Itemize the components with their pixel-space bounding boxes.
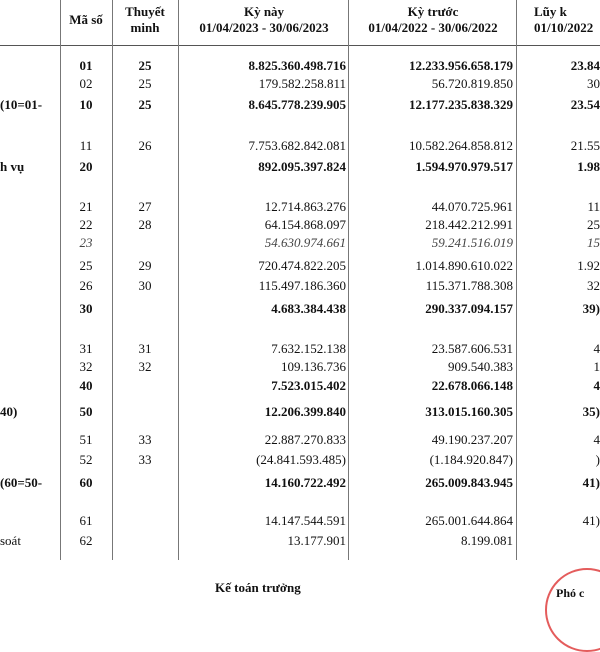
cumulative-cell: (39 (582, 301, 600, 316)
code-header: Mã số (69, 12, 103, 27)
table-row (0, 137, 600, 155)
previous-cell: 1.014.890.610.022 (415, 258, 513, 273)
cumulative-cell: 1.98 (577, 159, 600, 174)
note-cell: 25 (138, 97, 152, 112)
cumulative-cell: 11 (587, 199, 600, 214)
table-row (0, 75, 600, 93)
note-cell: 31 (138, 341, 152, 356)
previous-cell: 22.678.066.148 (431, 378, 513, 393)
cumulative-cell: 23.84 (570, 58, 600, 73)
table-row (0, 403, 600, 421)
cumulative-cell: (35 (582, 404, 600, 419)
cumulative-cell: 1 (593, 359, 600, 374)
code-cell: 25 (79, 258, 93, 273)
note-cell: 26 (138, 138, 152, 153)
current-cell: 8.645.778.239.905 (248, 97, 346, 112)
note-cell: 33 (138, 432, 152, 447)
current-cell: 54.630.974.661 (264, 235, 346, 250)
previous-cell: 1.594.970.979.517 (415, 159, 513, 174)
current-cell: 115.497.186.360 (258, 278, 346, 293)
previous-period-header: Kỳ trước 01/04/2022 - 30/06/2022 (368, 4, 498, 35)
table-row (0, 532, 600, 550)
code-cell: 11 (79, 138, 93, 153)
code-cell: 23 (79, 235, 93, 250)
cumulative-header: Lũy k 01/10/2022 (534, 4, 594, 35)
previous-cell: 56.720.819.850 (431, 76, 513, 91)
cumulative-cell: 21.55 (570, 138, 600, 153)
code-cell: 60 (79, 475, 93, 490)
current-period-header: Kỳ này 01/04/2023 - 30/06/2023 (199, 4, 329, 35)
table-row (0, 277, 600, 295)
previous-cell: 265.009.843.945 (425, 475, 513, 490)
table-row (0, 377, 600, 395)
previous-cell: 59.241.516.019 (431, 235, 513, 250)
table-row (0, 512, 600, 530)
current-cell: 892.095.397.824 (258, 159, 346, 174)
current-cell: 7.632.152.138 (271, 341, 346, 356)
cumulative-cell: 23.54 (570, 97, 600, 112)
cumulative-cell: (41 (582, 475, 600, 490)
current-cell: 14.160.722.492 (264, 475, 346, 490)
previous-cell: 218.442.212.991 (425, 217, 513, 232)
note-cell: 29 (138, 258, 152, 273)
current-cell: 13.177.901 (287, 533, 346, 548)
cumulative-cell: 4 (593, 432, 600, 447)
note-cell: 33 (138, 452, 152, 467)
code-cell: 02 (79, 76, 93, 91)
label-cell: h vụ (0, 159, 25, 174)
previous-cell: 23.587.606.531 (431, 341, 513, 356)
cumulative-cell: 1.92 (577, 258, 600, 273)
previous-cell: 8.199.081 (461, 533, 513, 548)
code-cell: 31 (79, 341, 93, 356)
chief-accountant-title: Kế toán trưởng (215, 580, 301, 595)
current-cell: 179.582.258.811 (258, 76, 346, 91)
code-cell: 51 (79, 432, 93, 447)
table-row (0, 300, 600, 318)
code-cell: 62 (79, 533, 93, 548)
previous-cell: 49.190.237.207 (431, 432, 513, 447)
company-seal (545, 568, 600, 652)
current-cell: 22.887.270.833 (264, 432, 346, 447)
note-cell: 25 (138, 58, 152, 73)
previous-cell: 12.233.956.658.179 (409, 58, 513, 73)
cumulative-cell: 25 (587, 217, 600, 232)
table-row (0, 358, 600, 376)
note-cell: 25 (138, 76, 152, 91)
code-cell: 20 (79, 159, 93, 174)
current-cell: (24.841.593.485) (256, 452, 346, 467)
current-cell: 7.753.682.842.081 (248, 138, 346, 153)
previous-cell: 12.177.235.838.329 (409, 97, 513, 112)
code-cell: 61 (79, 513, 93, 528)
code-cell: 40 (79, 378, 93, 393)
code-cell: 01 (79, 58, 93, 73)
code-cell: 50 (79, 404, 93, 419)
cumulative-cell: 30 (587, 76, 600, 91)
code-cell: 30 (79, 301, 93, 316)
current-cell: 8.825.360.498.716 (248, 58, 346, 73)
cumulative-cell: 32 (587, 278, 600, 293)
code-cell: 26 (79, 278, 93, 293)
current-cell: 4.683.384.438 (271, 301, 346, 316)
code-cell: 21 (79, 199, 93, 214)
previous-cell: 44.070.725.961 (431, 199, 513, 214)
note-cell: 27 (138, 199, 152, 214)
note-header: Thuyết minh (125, 4, 165, 35)
label-cell: soát (0, 533, 21, 548)
current-cell: 720.474.822.205 (258, 258, 346, 273)
code-cell: 52 (79, 452, 93, 467)
note-cell: 32 (138, 359, 152, 374)
previous-cell: 313.015.160.305 (425, 404, 513, 419)
previous-cell: 909.540.383 (448, 359, 513, 374)
current-cell: 64.154.868.097 (264, 217, 346, 232)
table-header (0, 0, 600, 46)
code-cell: 32 (79, 359, 93, 374)
previous-cell: 265.001.644.864 (425, 513, 513, 528)
table-row (0, 96, 600, 114)
label-cell: (10=01- (0, 97, 43, 112)
note-cell: 28 (138, 217, 152, 232)
cumulative-cell: (41 (582, 513, 600, 528)
previous-cell: 10.582.264.858.812 (409, 138, 513, 153)
table-row (0, 340, 600, 358)
code-cell: 10 (79, 97, 93, 112)
current-cell: 109.136.736 (281, 359, 346, 374)
cumulative-cell: ( (595, 452, 600, 467)
current-cell: 14.147.544.591 (264, 513, 346, 528)
previous-cell: (1.184.920.847) (429, 452, 513, 467)
current-cell: 7.523.015.402 (271, 378, 346, 393)
cumulative-cell: 4 (593, 341, 600, 356)
label-cell: (60=50- (0, 475, 43, 490)
cumulative-cell: 15 (587, 235, 600, 250)
table-row (0, 474, 600, 492)
table-row (0, 257, 600, 275)
label-cell: 40) (0, 404, 18, 419)
code-cell: 22 (79, 217, 93, 232)
deputy-title: Phó c (556, 586, 585, 600)
table-row (0, 431, 600, 449)
current-cell: 12.714.863.276 (264, 199, 346, 214)
table-row (0, 234, 600, 252)
table-row (0, 216, 600, 234)
table-row (0, 198, 600, 216)
current-cell: 12.206.399.840 (264, 404, 346, 419)
table-row (0, 451, 600, 469)
note-cell: 30 (138, 278, 152, 293)
previous-cell: 290.337.094.157 (425, 301, 513, 316)
previous-cell: 115.371.788.308 (425, 278, 513, 293)
table-row (0, 57, 600, 75)
cumulative-cell: 4 (593, 378, 600, 393)
table-row (0, 158, 600, 176)
